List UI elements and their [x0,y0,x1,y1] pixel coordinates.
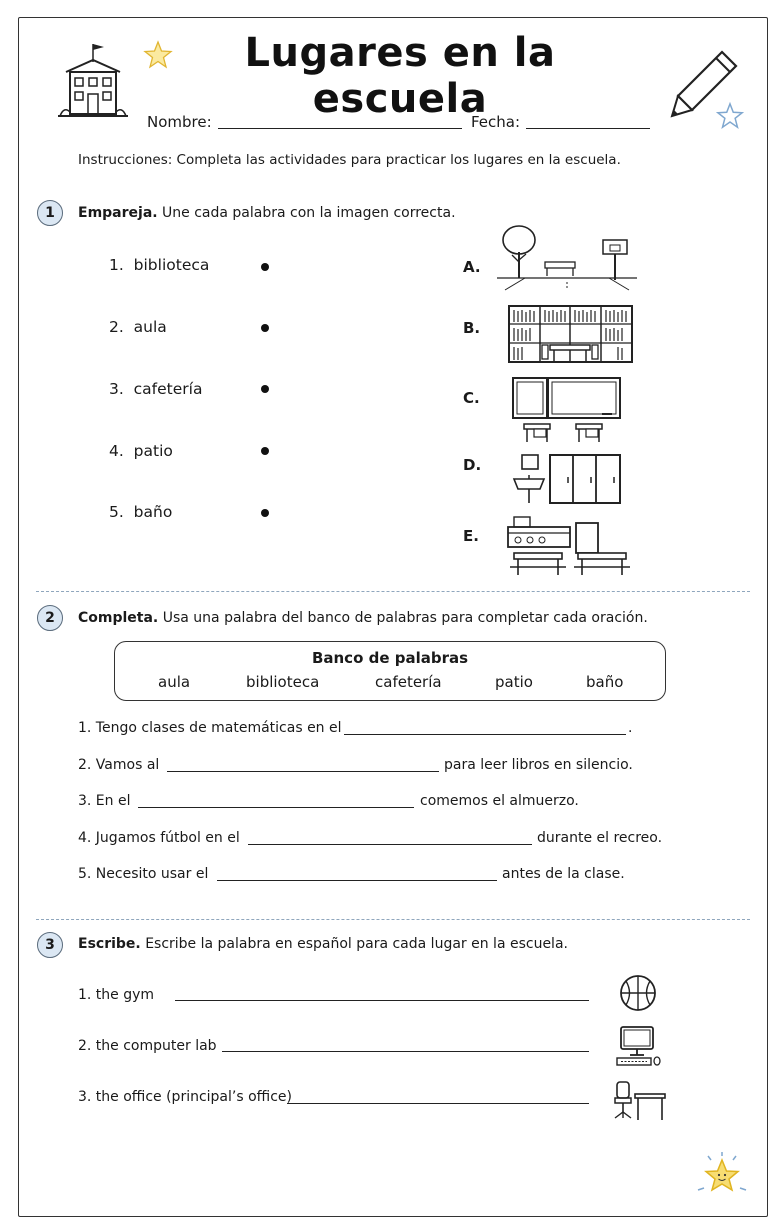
sentence-5-end: antes de la clase. [502,866,625,882]
write-item-2-blank[interactable] [222,1051,589,1052]
match-item-5 [109,503,172,521]
section-2-heading [78,610,648,626]
match-letter-e: E. [463,527,479,545]
match-letter-d: D. [463,456,482,474]
section-3-number: 3 [37,932,63,958]
match-number: 3. [109,380,124,398]
section-divider [36,919,750,920]
library-picture [508,305,633,365]
section-3-heading [78,936,568,952]
sentence-2-end: para leer libros en silencio. [444,757,633,773]
smiling-star-icon [694,1150,750,1202]
bank-word: baño [586,673,624,691]
write-item-3-label: 3. the office (principal’s office) [78,1089,292,1105]
name-label: Nombre: [147,113,212,131]
bathroom-picture [510,453,622,505]
section-2-number: 2 [37,605,63,631]
computer-icon [615,1025,661,1067]
sentence-3-end: comemos el almuerzo. [420,793,579,809]
basketball-icon [619,974,657,1012]
classroom-picture [512,376,624,446]
sentence-2-start: 2. Vamos al [78,757,160,773]
match-number: 2. [109,318,124,336]
bank-word: cafetería [375,673,442,691]
word-bank-title: Banco de palabras [311,649,469,667]
sentence-4-start: 4. Jugamos fútbol en el [78,830,240,846]
bank-word: patio [495,673,533,691]
match-word: baño [133,503,173,521]
page-title: Lugares en la escuela [244,30,556,122]
write-item-1-blank[interactable] [175,1000,589,1001]
match-number: 1. [109,256,124,274]
date-label: Fecha: [471,113,521,131]
sentence-4-end: durante el recreo. [537,830,663,846]
cafeteria-picture [506,515,631,579]
match-item-1 [109,256,209,274]
date-field[interactable] [526,128,650,129]
bank-word: biblioteca [246,673,320,691]
star-outline-icon [716,102,744,130]
sentence-1-blank[interactable] [344,734,626,735]
instructions: Instrucciones: Completa las actividades para practicar los lugares en la escuela. [78,152,621,168]
patio-picture [497,222,637,292]
section-1-text: Une cada palabra con la imagen correcta. [162,205,456,221]
sentence-3-start: 3. En el [78,793,131,809]
section-1-heading [78,205,456,221]
match-letter-c: C. [463,389,480,407]
section-1-number: 1 [37,200,63,226]
match-number: 4. [109,442,124,460]
match-word: cafetería [133,380,203,398]
office-desk-icon [611,1078,667,1122]
match-dot-4[interactable] [261,447,269,455]
write-item-1-label: 1. the gym [78,987,155,1003]
match-dot-5[interactable] [261,509,269,517]
section-2-text: Usa una palabra del banco de palabras para completar cada oración. [162,610,648,626]
section-2-title: Completa. [78,610,159,626]
match-number: 5. [109,503,124,521]
school-building-icon [58,40,128,120]
match-dot-1[interactable] [261,263,269,271]
match-dot-2[interactable] [261,324,269,332]
word-bank [114,641,666,701]
section-1-title: Empareja. [78,205,158,221]
match-word: aula [133,318,167,336]
sentence-1-start: 1. Tengo clases de matemáticas en el [78,720,342,736]
match-letter-b: B. [463,319,481,337]
sentence-5-start: 5. Necesito usar el [78,866,209,882]
match-dot-3[interactable] [261,385,269,393]
bank-word: aula [158,673,191,691]
match-word: patio [133,442,173,460]
sentence-2-blank[interactable] [167,771,439,772]
sentence-3-blank[interactable] [138,807,414,808]
match-item-2 [109,318,167,336]
match-item-4 [109,442,173,460]
section-3-text: Escribe la palabra en español para cada lugar en la escuela. [145,936,568,952]
match-letter-a: A. [463,258,481,276]
sentence-5-blank[interactable] [217,880,497,881]
section-3-title: Escribe. [78,936,141,952]
match-word: biblioteca [133,256,210,274]
match-item-3 [109,380,202,398]
sentence-1-end: . [628,720,633,736]
write-item-2-label: 2. the computer lab [78,1038,217,1054]
section-divider [36,591,750,592]
star-icon [143,40,173,70]
sentence-4-blank[interactable] [248,844,532,845]
name-field[interactable] [218,128,462,129]
write-item-3-blank[interactable] [287,1103,589,1104]
